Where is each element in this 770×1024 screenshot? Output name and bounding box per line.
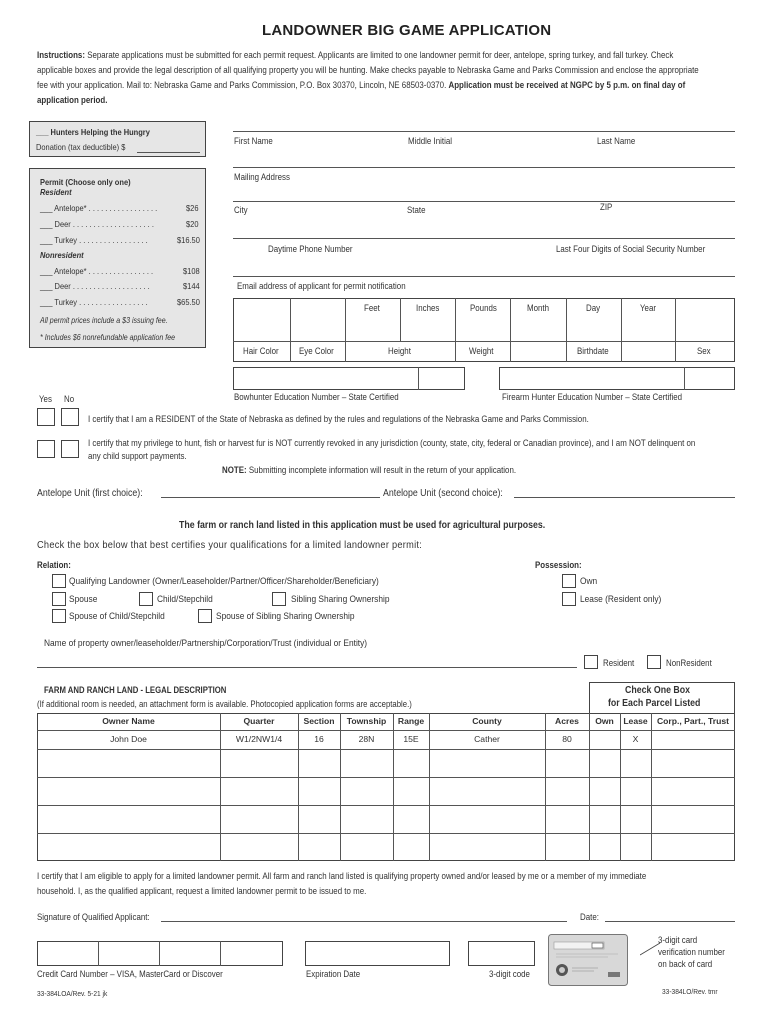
- feet-label: Feet: [364, 303, 380, 313]
- grid-line: [290, 298, 291, 362]
- cvv-label: 3-digit code: [489, 969, 530, 979]
- price-nonresident-turkey: $65.50: [177, 297, 200, 307]
- pounds-label: Pounds: [470, 303, 497, 313]
- spouse-sibling-label: Spouse of Sibling Sharing Ownership: [216, 611, 355, 622]
- instructions-deadline-2: application period.: [37, 95, 108, 105]
- table-header-cell: Quarter: [243, 716, 275, 726]
- first-name-input[interactable]: [233, 131, 735, 132]
- grid-line: [684, 367, 685, 390]
- grid-line: [159, 941, 160, 966]
- grid-line: [455, 298, 456, 362]
- qualifying-landowner-label: Qualifying Landowner (Owner/Leaseholder/Partner/Officer/Shareholder/Beneficiary): [69, 576, 379, 587]
- antelope-unit-first-label: Antelope Unit (first choice):: [37, 488, 143, 499]
- inches-label: Inches: [416, 303, 440, 313]
- instructions-text-1: Separate applications must be submitted for each permit request. Applicants are limited to one landowner permit for deer, antelope, spring turkey, and fall turkey. Check: [87, 50, 674, 60]
- nonresident-label: Nonresident: [40, 250, 84, 260]
- spouse-sibling-checkbox[interactable]: [198, 609, 212, 623]
- signature-label: Signature of Qualified Applicant:: [37, 912, 150, 922]
- signature-input[interactable]: [161, 921, 567, 922]
- eye-color-label: Eye Color: [299, 346, 334, 356]
- child-checkbox[interactable]: [139, 592, 153, 606]
- year-label: Year: [640, 303, 657, 313]
- day-label: Day: [586, 303, 601, 313]
- mailing-address-input[interactable]: [233, 167, 735, 168]
- table-cell[interactable]: 16: [314, 734, 324, 744]
- bowhunter-label: Bowhunter Education Number – State Certified: [234, 392, 399, 402]
- table-cell[interactable]: 28N: [358, 734, 375, 744]
- agricultural-notice: The farm or ranch land listed in this application must be used for agricultural purposes.: [179, 520, 546, 531]
- table-cell[interactable]: W1/2NW1/4: [235, 734, 283, 744]
- price-nonresident-deer: $144: [183, 281, 200, 291]
- cvv-note-1: 3-digit card: [658, 935, 698, 945]
- table-header-cell: Section: [303, 716, 335, 726]
- check-one-box-label-2: for Each Parcel Listed: [608, 698, 701, 709]
- credit-card-label: Credit Card Number – VISA, MasterCard or Discover: [37, 969, 223, 979]
- permit-resident-antelope[interactable]: ___ Antelope* . . . . . . . . . . . . . . . . .: [40, 203, 158, 213]
- card-back-icon: [548, 934, 628, 986]
- spouse-child-label: Spouse of Child/Stepchild: [69, 611, 165, 622]
- phone-label: Daytime Phone Number: [268, 244, 353, 254]
- permit-note-fee: All permit prices include a $3 issuing fee.: [40, 316, 168, 325]
- month-label: Month: [527, 303, 550, 313]
- note-label: NOTE:: [222, 465, 247, 475]
- donation-input[interactable]: [137, 152, 200, 153]
- antelope-unit-second-input[interactable]: [514, 497, 735, 498]
- table-cell[interactable]: Cather: [474, 734, 500, 744]
- weight-label: Weight: [469, 346, 494, 356]
- grid-line: [510, 298, 511, 362]
- antelope-unit-first-input[interactable]: [161, 497, 380, 498]
- grid-line: [418, 367, 419, 390]
- resident-label: Resident: [40, 187, 72, 197]
- possession-label: Possession:: [535, 560, 582, 570]
- table-cell[interactable]: X: [632, 734, 639, 744]
- instructions-label: Instructions:: [37, 50, 85, 60]
- table-header-cell: Corp., Part., Trust: [656, 716, 730, 726]
- zip-label: ZIP: [600, 202, 613, 212]
- spouse-child-checkbox[interactable]: [52, 609, 66, 623]
- first-name-label: First Name: [234, 136, 273, 146]
- phone-ssn-input[interactable]: [233, 238, 735, 239]
- resident-certification: I certify that I am a RESIDENT of the State of Nebraska as defined by the rules and regulations of the Nebraska Game and Parks Commission.: [88, 414, 589, 424]
- table-header-cell: Range: [397, 716, 425, 726]
- spouse-checkbox[interactable]: [52, 592, 66, 606]
- birthdate-label: Birthdate: [577, 346, 609, 356]
- price-resident-deer: $20: [186, 219, 199, 229]
- instructions-line-1: [37, 50, 673, 61]
- own-label: Own: [580, 576, 598, 587]
- email-label: Email address of applicant for permit notification: [237, 281, 406, 291]
- qualification-heading: Check the box below that best certifies your qualifications for a limited landowner permit:: [37, 539, 423, 551]
- privilege-yes-checkbox[interactable]: [37, 440, 55, 458]
- bowhunter-number-input[interactable]: [233, 367, 465, 390]
- ssn-label: Last Four Digits of Social Security Number: [556, 244, 706, 254]
- qualifying-landowner-checkbox[interactable]: [52, 574, 66, 588]
- permit-nonresident-turkey[interactable]: ___ Turkey . . . . . . . . . . . . . . . . .: [40, 297, 148, 307]
- card-back-illustration: [548, 934, 628, 986]
- resident-no-checkbox[interactable]: [61, 408, 79, 426]
- instructions-deadline: Application must be received at NGPC by 5 p.m. on final day of: [448, 80, 686, 90]
- cvv-note-3: on back of card: [658, 959, 713, 969]
- table-row-line: [37, 730, 735, 731]
- firearm-number-input[interactable]: [499, 367, 735, 390]
- hair-color-label: Hair Color: [243, 346, 279, 356]
- permit-resident-turkey[interactable]: ___ Turkey . . . . . . . . . . . . . . . . .: [40, 235, 148, 245]
- firearm-label: Firearm Hunter Education Number – State Certified: [502, 392, 683, 402]
- donation-label: Donation (tax deductible) $: [36, 142, 126, 152]
- resident-yes-checkbox[interactable]: [37, 408, 55, 426]
- own-checkbox[interactable]: [562, 574, 576, 588]
- owner-resident-checkbox[interactable]: [584, 655, 598, 669]
- lease-label: Lease (Resident only): [580, 594, 662, 605]
- state-label: State: [407, 205, 426, 215]
- footer-form-number: 33-384LOA/Rev. 5-21 jk: [37, 989, 108, 998]
- table-header-cell: Township: [346, 716, 387, 726]
- owner-name-input[interactable]: [37, 667, 577, 668]
- permit-nonresident-deer[interactable]: ___ Deer . . . . . . . . . . . . . . . . . . .: [40, 281, 150, 291]
- legal-heading: FARM AND RANCH LAND - LEGAL DESCRIPTION: [44, 685, 227, 695]
- no-label: No: [64, 394, 75, 404]
- price-resident-antelope: $26: [186, 203, 199, 213]
- credit-card-number-input[interactable]: [37, 941, 283, 966]
- hunters-helping-hungry-label: ___ Hunters Helping the Hungry: [36, 127, 150, 137]
- price-resident-turkey: $16.50: [177, 235, 200, 245]
- antelope-unit-second-label: Antelope Unit (second choice):: [383, 488, 503, 499]
- grid-line: [566, 298, 567, 362]
- permit-note-nonrefundable: * Includes $6 nonrefundable application fee: [40, 333, 176, 342]
- table-row-line: [37, 833, 735, 834]
- grid-line: [675, 298, 676, 362]
- child-label: Child/Stepchild: [157, 594, 213, 605]
- privilege-certification-1: I certify that my privilege to hunt, fish or harvest fur is NOT currently revoked in any jurisdiction (county, state, city, federal or Canadian province), and I am NOT delinquent on: [88, 438, 696, 448]
- grid-line: [220, 941, 221, 966]
- privilege-certification-2: any child support payments.: [88, 451, 187, 461]
- grid-line: [345, 298, 346, 362]
- table-header-cell: Own: [595, 716, 614, 726]
- physical-grid-divider: [233, 341, 735, 342]
- instructions-text-3: fee with your application. Mail to: Nebraska Game and Parks Commission, P.O. Box 30370, Lincoln, NE 68503-0370.: [37, 80, 447, 90]
- sex-label: Sex: [697, 346, 711, 356]
- expiration-date-label: Expiration Date: [306, 969, 361, 979]
- table-header-cell: County: [472, 716, 502, 726]
- table-cell[interactable]: 80: [562, 734, 572, 744]
- privilege-no-checkbox[interactable]: [61, 440, 79, 458]
- yes-label: Yes: [39, 394, 52, 404]
- legal-subheading: (If additional room is needed, an attachment form is available. Photocopied application forms are acceptable.): [37, 699, 412, 709]
- table-row-line: [37, 749, 735, 750]
- table-cell[interactable]: John Doe: [110, 734, 147, 744]
- spouse-label: Spouse: [69, 594, 98, 605]
- cvv-note-2: verification number: [658, 947, 725, 957]
- date-input[interactable]: [605, 921, 735, 922]
- check-one-box-label: Check One Box: [625, 685, 691, 696]
- table-column-line: [651, 713, 652, 861]
- grid-line: [621, 298, 622, 362]
- permit-nonresident-antelope[interactable]: ___ Antelope* . . . . . . . . . . . . . . . .: [40, 266, 154, 276]
- price-nonresident-antelope: $108: [183, 266, 200, 276]
- sibling-checkbox[interactable]: [272, 592, 286, 606]
- owner-nonresident-label: NonResident: [666, 658, 712, 668]
- note-text: Submitting incomplete information will result in the return of your application.: [248, 465, 517, 475]
- table-column-line: [589, 713, 590, 861]
- sibling-label: Sibling Sharing Ownership: [291, 594, 390, 605]
- grid-line: [98, 941, 99, 966]
- table-header-cell: Acres: [555, 716, 579, 726]
- permit-heading: Permit (Choose only one): [40, 177, 131, 187]
- permit-resident-deer[interactable]: ___ Deer . . . . . . . . . . . . . . . . . . . .: [40, 219, 154, 229]
- owner-name-label: Name of property owner/leaseholder/Partnership/Corporation/Trust (individual or Entity): [44, 638, 368, 649]
- email-input[interactable]: [233, 276, 735, 277]
- cvv-input[interactable]: [468, 941, 535, 966]
- last-name-label: Last Name: [597, 136, 636, 146]
- final-certification-2: household. I, as the qualified applicant, request a limited landowner permit to be issued to me.: [37, 886, 367, 896]
- owner-nonresident-checkbox[interactable]: [647, 655, 661, 669]
- incomplete-note: [222, 465, 516, 476]
- table-header-cell: Lease: [623, 716, 648, 726]
- instructions-text-2: applicable boxes and provide the legal description of all qualifying property you will be hunting. Make checks payable to Nebraska Game and Parks Commission and enclose the appropriate: [37, 65, 699, 75]
- owner-resident-label: Resident: [603, 658, 635, 668]
- lease-checkbox[interactable]: [562, 592, 576, 606]
- middle-initial-label: Middle Initial: [408, 136, 453, 146]
- table-row-line: [37, 777, 735, 778]
- city-label: City: [234, 205, 248, 215]
- form-title: LANDOWNER BIG GAME APPLICATION: [262, 22, 552, 39]
- expiration-date-input[interactable]: [305, 941, 450, 966]
- relation-label: Relation:: [37, 560, 71, 570]
- footer-revision: 33-384LO/Rev. tmr: [662, 987, 718, 996]
- date-label: Date:: [580, 912, 599, 922]
- table-cell[interactable]: 15E: [403, 734, 419, 744]
- final-certification-1: I certify that I am eligible to apply for a limited landowner permit. All farm and ranch land listed is qualifying property owned and/or leased by me or a member of my immediate: [37, 871, 647, 881]
- height-label: Height: [388, 346, 411, 356]
- mailing-address-label: Mailing Address: [234, 172, 290, 182]
- table-row-line: [37, 805, 735, 806]
- instructions-line-3: [37, 80, 685, 91]
- city-state-zip-input[interactable]: [233, 201, 735, 202]
- table-header-cell: Owner Name: [102, 716, 155, 726]
- grid-line: [400, 298, 401, 341]
